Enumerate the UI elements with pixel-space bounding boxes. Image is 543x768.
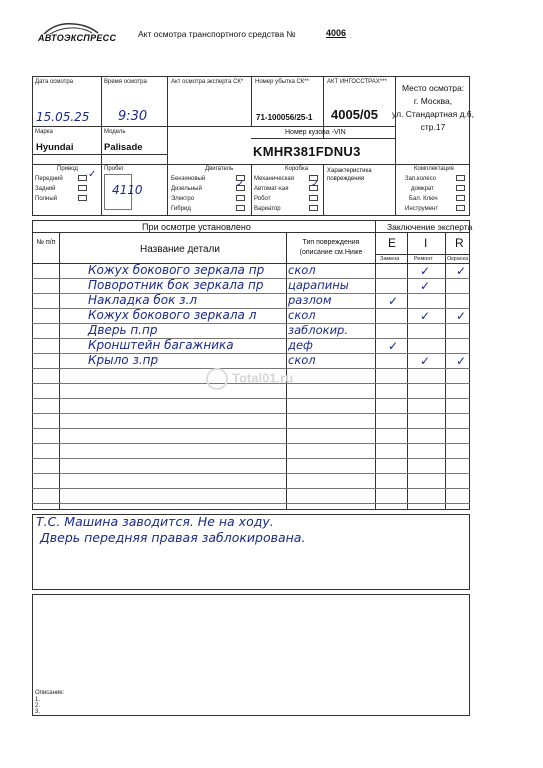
col-r-header: R [455, 236, 464, 250]
kit-jack-checkbox[interactable] [456, 185, 465, 191]
damage-char-label: Характеристика повреждения [327, 168, 372, 182]
part-name: Поворотник бок зеркала пр [88, 278, 264, 292]
date-value: 15.05.25 [36, 110, 90, 124]
paint-check-icon: ✓ [456, 264, 467, 278]
damage-type: скол [288, 353, 316, 367]
time-label: Время осмотра [104, 79, 147, 85]
drive-full-checkbox[interactable] [78, 195, 87, 201]
drive-front: Передний [35, 176, 63, 182]
gearbox-cvt: Вариатор [254, 206, 281, 212]
col-type-header: Тип повреждения (описание см.Ниже [299, 239, 363, 256]
kit-tools-checkbox[interactable] [456, 205, 465, 211]
vin-value: KMHR381FDNU3 [253, 144, 361, 159]
drive-label: Привод [57, 166, 78, 172]
expert-title: Заключение эксперта [387, 222, 473, 232]
act-number: 4006 [326, 28, 347, 38]
footnote-3: 3. [35, 709, 41, 715]
kit-label: Комплектация [414, 166, 454, 172]
damage-type: царапины [288, 278, 349, 292]
brand-value: Hyundai [36, 142, 74, 153]
table-row [32, 353, 470, 368]
loss-value: 71-100056/25-1 [256, 113, 313, 122]
table-row-line [32, 488, 470, 489]
ingos-value: 4005/05 [331, 107, 378, 122]
engine-label: Двигатель [205, 166, 234, 172]
table-row [32, 293, 470, 308]
paint-check-icon: ✓ [456, 354, 467, 368]
sub-e-label: Замена [380, 256, 400, 262]
part-name: Дверь п.пр [88, 323, 158, 337]
brand-label: Марка [35, 129, 53, 135]
table-row-line [32, 428, 470, 429]
paint-check-icon: ✓ [456, 309, 467, 323]
time-value: 9:30 [118, 109, 148, 124]
watermark-text: Total01.ru [232, 370, 294, 386]
repair-check-icon: ✓ [420, 354, 431, 368]
sub-i-label: Ремонт [414, 256, 433, 262]
watermark [206, 368, 293, 390]
table-row-line [32, 398, 470, 399]
replace-check-icon: ✓ [388, 294, 399, 308]
gearbox-manual: Механическая [254, 176, 295, 182]
company-logo [36, 20, 117, 48]
repair-check-icon: ✓ [420, 264, 431, 278]
model-value: Palisade [104, 142, 143, 153]
part-name: Кожух бокового зеркала пр [88, 263, 265, 277]
place-label: Место осмотра: [401, 83, 465, 93]
drive-full: Полный [35, 196, 57, 202]
repair-check-icon: ✓ [420, 309, 431, 323]
col-i-header: I [424, 236, 428, 250]
table-row [32, 278, 470, 293]
kit-wrench-checkbox[interactable] [456, 195, 465, 201]
gearbox-auto-check-icon: ✓ [311, 179, 320, 190]
damage-type: скол [288, 308, 316, 322]
kit-tools: Инструмент [405, 206, 439, 212]
table-title: При осмотре установлено [142, 222, 251, 232]
sub-r-label: Окраска [447, 256, 469, 262]
damage-type: заблокир. [288, 323, 349, 337]
table-row [32, 338, 470, 353]
logo-text: АВТОЭКСПРЕСС [38, 33, 117, 43]
sk-act-label: Акт осмотра эксперта СК* [171, 79, 244, 85]
table-row-line [32, 503, 470, 504]
place-street: ул. Стандартная д.6, [392, 109, 475, 119]
mileage-value: 4110 [112, 183, 143, 197]
repair-check-icon: ✓ [420, 279, 431, 293]
notes-line2: Дверь передняя правая заблокирована. [40, 530, 306, 545]
place-building: стр.17 [420, 122, 446, 132]
description-box [32, 594, 470, 716]
engine-hybrid: Гибрид [171, 206, 191, 212]
table-row-line [32, 458, 470, 459]
gearbox-auto: Автомат-кая [254, 186, 289, 192]
watermark-icon [206, 368, 228, 390]
table-row-line [32, 443, 470, 444]
drive-front-check-icon: ✓ [88, 169, 97, 180]
drive-rear: Задний [35, 186, 56, 192]
vin-label: Номер кузова -VIN [285, 129, 346, 136]
footnote-2: 2. [35, 703, 41, 709]
part-name: Крыло з.пр [88, 353, 159, 367]
col-num-header: № п/п [36, 239, 56, 246]
footnote-1: 1. [35, 697, 41, 703]
place-block [392, 82, 475, 134]
part-name: Кронштейн багажника [88, 338, 234, 352]
description-label: Описание: [35, 690, 65, 696]
gearbox-label: Коробка [285, 166, 309, 172]
date-label: Дата осмотра [35, 79, 74, 85]
table-row-line [32, 473, 470, 474]
damage-type: скол [288, 263, 316, 277]
damage-type: разлом [288, 293, 332, 307]
model-label: Модель [104, 129, 126, 135]
loss-label: Номер убытка СК** [255, 79, 309, 85]
engine-diesel-check-icon: ✓ [236, 179, 245, 190]
kit-spare-wheel-checkbox[interactable] [456, 175, 465, 181]
table-row-line [32, 413, 470, 414]
ingos-label: АКТ ИНГОССТРАХ*** [327, 79, 387, 85]
part-name: Кожух бокового зеркала л [88, 308, 257, 322]
engine-hybrid-checkbox[interactable] [236, 205, 245, 211]
drive-front-checkbox[interactable] [78, 175, 87, 181]
engine-electric-checkbox[interactable] [236, 195, 245, 201]
col-e-header: E [388, 236, 397, 250]
act-title: Акт осмотра транспортного средства № [138, 29, 296, 39]
kit-spare-wheel: Зап.колесо [405, 176, 437, 182]
replace-check-icon: ✓ [388, 339, 399, 353]
mileage-label: Пробег [104, 166, 124, 172]
part-name: Накладка бок з.л [88, 293, 198, 307]
place-city: г. Москва, [413, 96, 453, 106]
gearbox-cvt-checkbox[interactable] [309, 205, 318, 211]
damage-type: деф [288, 338, 313, 352]
drive-rear-checkbox[interactable] [78, 185, 87, 191]
engine-petrol: Бензиновый [171, 176, 206, 182]
engine-diesel: Дизельный [171, 186, 202, 192]
notes-line1: Т.С. Машина заводится. Не на ходу. [36, 514, 274, 529]
table-row [32, 263, 470, 278]
table-row [32, 308, 470, 323]
engine-electric: Электро [171, 196, 195, 202]
table-row [32, 323, 470, 338]
col-name-header: Название детали [140, 244, 220, 255]
kit-wrench: Бал. Ключ [409, 196, 438, 202]
kit-jack: домкрат [411, 186, 434, 192]
gearbox-robot: Робот [254, 196, 271, 202]
gearbox-robot-checkbox[interactable] [309, 195, 318, 201]
